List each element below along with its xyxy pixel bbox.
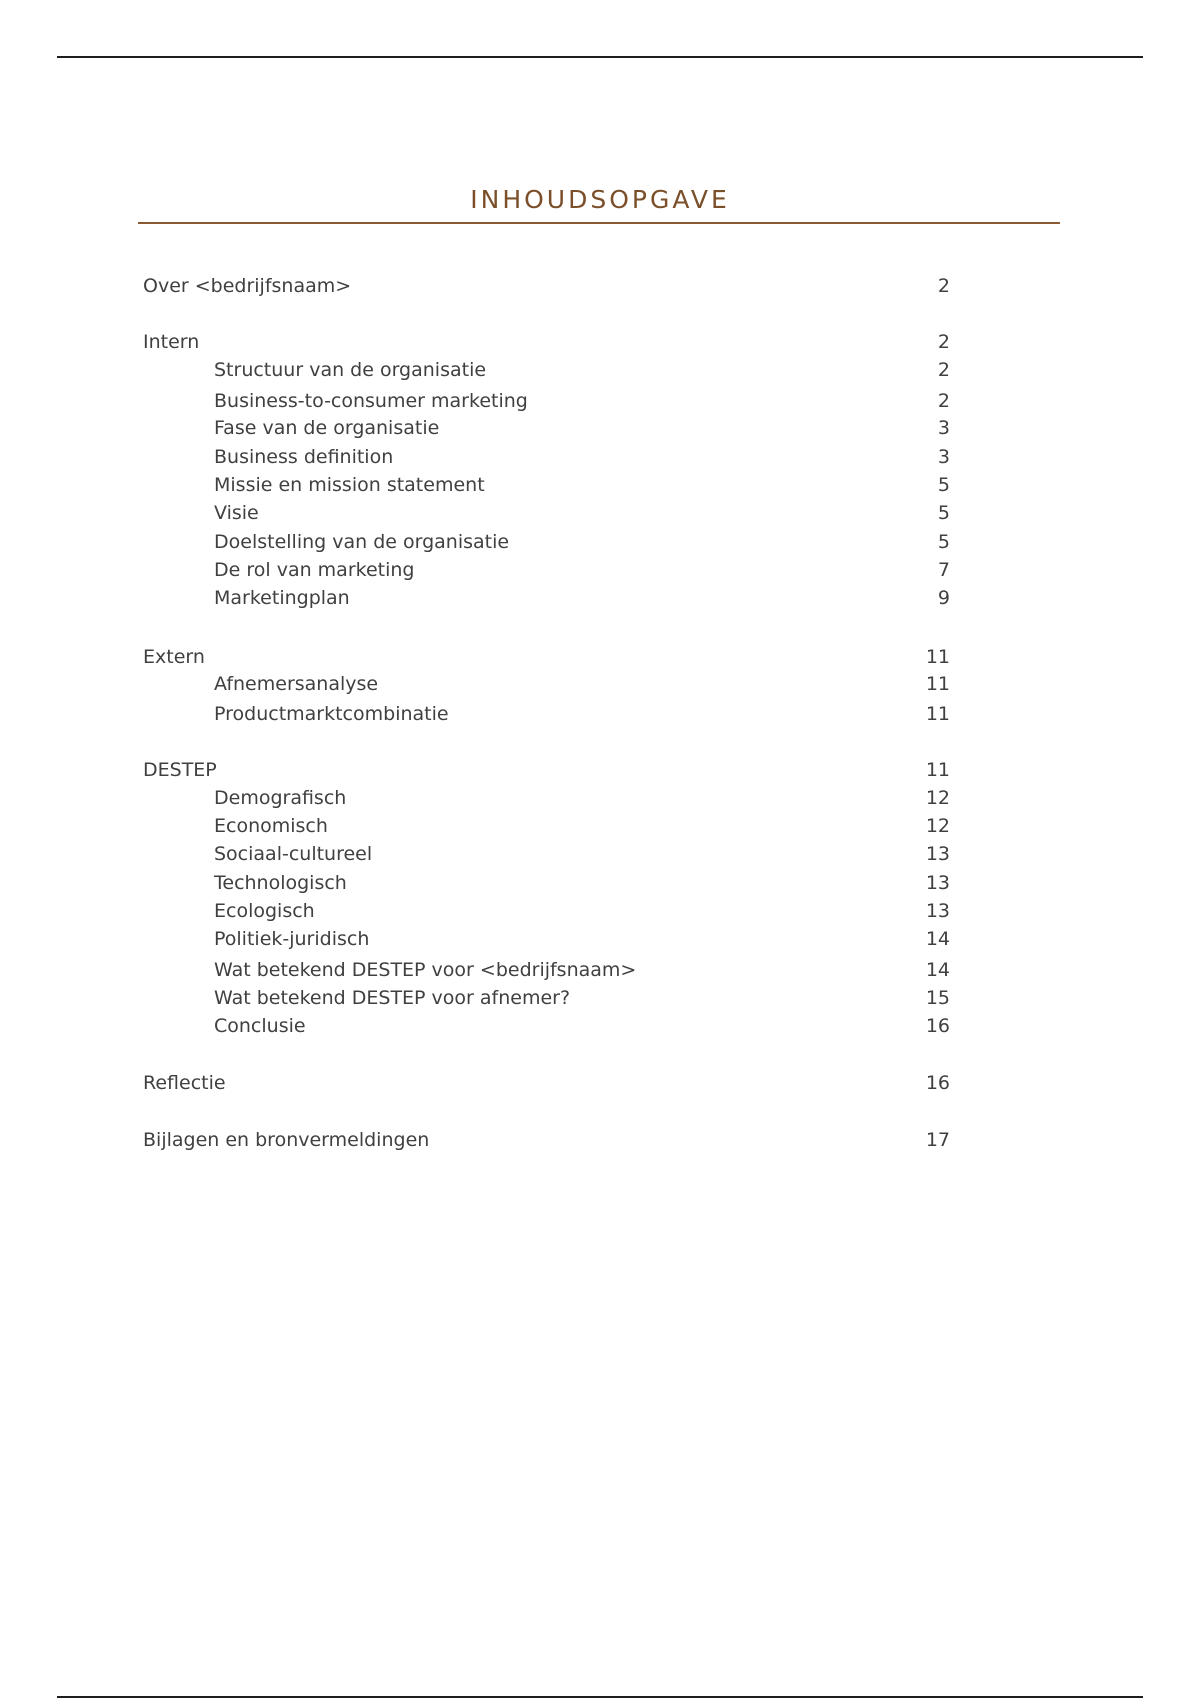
- toc-entry-label: Visie: [214, 502, 259, 524]
- toc-entry-page: 12: [925, 787, 950, 809]
- toc-entry-label: Productmarktcombinatie: [214, 703, 449, 725]
- toc-entry[interactable]: [0, 670, 1200, 698]
- toc-entry-label: Wat betekend DESTEP voor <bedrijfsnaam>: [214, 959, 637, 981]
- toc-entry[interactable]: [0, 984, 1200, 1012]
- toc-entry-page: 11: [925, 646, 950, 668]
- toc-entry-page: 13: [925, 872, 950, 894]
- toc-entry-label: Reflectie: [143, 1072, 226, 1094]
- toc-entry-label: Conclusie: [214, 1015, 306, 1037]
- toc-entry-page: 2: [937, 359, 950, 381]
- toc-entry-label: Over <bedrijfsnaam>: [143, 275, 352, 297]
- toc-entry-label: Business-to-consumer marketing: [214, 390, 528, 412]
- toc-entry-label: Wat betekend DESTEP voor afnemer?: [214, 987, 571, 1009]
- toc-entry[interactable]: [0, 700, 1200, 728]
- toc-entry[interactable]: [0, 756, 1200, 784]
- toc-entry[interactable]: [0, 956, 1200, 984]
- toc-entry[interactable]: [0, 443, 1200, 471]
- toc-entry-label: Ecologisch: [214, 900, 315, 922]
- toc-entry-page: 15: [925, 987, 950, 1009]
- toc-entry[interactable]: [0, 499, 1200, 527]
- toc-entry[interactable]: [0, 528, 1200, 556]
- toc-entry-page: 2: [937, 331, 950, 353]
- toc-entry-label: Afnemersanalyse: [214, 673, 379, 695]
- toc-entry-page: 9: [937, 587, 950, 609]
- toc-entry[interactable]: [0, 840, 1200, 868]
- toc-entry-page: 3: [937, 417, 950, 439]
- toc-entry-page: 5: [937, 531, 950, 553]
- toc-entry[interactable]: [0, 1012, 1200, 1040]
- toc-entry-page: 5: [937, 474, 950, 496]
- toc-entry[interactable]: [0, 643, 1200, 671]
- toc-title: INHOUDSOPGAVE: [470, 185, 730, 214]
- toc-entry[interactable]: [0, 812, 1200, 840]
- toc-entry-label: Technologisch: [214, 872, 347, 894]
- page-bottom-rule: [57, 1696, 1143, 1698]
- toc-entry[interactable]: [0, 1069, 1200, 1097]
- toc-entry-label: Fase van de organisatie: [214, 417, 440, 439]
- toc-entry-label: Intern: [143, 331, 200, 353]
- toc-entry-page: 13: [925, 900, 950, 922]
- toc-entry-label: DESTEP: [143, 759, 217, 781]
- toc-entry[interactable]: [0, 784, 1200, 812]
- toc-entry-label: Doelstelling van de organisatie: [214, 531, 510, 553]
- toc-entry-label: Sociaal-cultureel: [214, 843, 373, 865]
- toc-entry-page: 5: [937, 502, 950, 524]
- toc-entry-page: 2: [937, 390, 950, 412]
- toc-entry[interactable]: [0, 1126, 1200, 1154]
- toc-entry-page: 11: [925, 703, 950, 725]
- toc-entry-label: Marketingplan: [214, 587, 350, 609]
- toc-entry[interactable]: [0, 272, 1200, 300]
- toc-entry-page: 12: [925, 815, 950, 837]
- toc-entry-label: Economisch: [214, 815, 328, 837]
- toc-entry-page: 16: [925, 1072, 950, 1094]
- toc-entry-page: 14: [925, 959, 950, 981]
- toc-entry[interactable]: [0, 556, 1200, 584]
- toc-entry-page: 17: [925, 1129, 950, 1151]
- toc-entry-page: 3: [937, 446, 950, 468]
- toc-entry[interactable]: [0, 414, 1200, 442]
- page-top-rule: [57, 56, 1143, 58]
- toc-entry-label: Extern: [143, 646, 205, 668]
- toc-entry-label: Bijlagen en bronvermeldingen: [143, 1129, 430, 1151]
- toc-entry-label: Structuur van de organisatie: [214, 359, 487, 381]
- toc-entry[interactable]: [0, 471, 1200, 499]
- toc-entry-label: Demografisch: [214, 787, 347, 809]
- toc-entry-label: De rol van marketing: [214, 559, 415, 581]
- toc-entry[interactable]: [0, 925, 1200, 953]
- toc-entry[interactable]: [0, 387, 1200, 415]
- toc-entry-page: 11: [925, 673, 950, 695]
- toc-entry-page: 14: [925, 928, 950, 950]
- toc-entry-label: Business definition: [214, 446, 394, 468]
- toc-entry-page: 7: [937, 559, 950, 581]
- toc-entry-page: 13: [925, 843, 950, 865]
- title-underline: [138, 222, 1060, 224]
- toc-entry[interactable]: [0, 897, 1200, 925]
- toc-entry-label: Missie en mission statement: [214, 474, 485, 496]
- toc-entry-label: Politiek-juridisch: [214, 928, 370, 950]
- toc-entry[interactable]: [0, 328, 1200, 356]
- toc-entry-page: 11: [925, 759, 950, 781]
- toc-entry-page: 16: [925, 1015, 950, 1037]
- toc-entry[interactable]: [0, 356, 1200, 384]
- toc-entry[interactable]: [0, 869, 1200, 897]
- toc-entry[interactable]: [0, 584, 1200, 612]
- toc-entry-page: 2: [937, 275, 950, 297]
